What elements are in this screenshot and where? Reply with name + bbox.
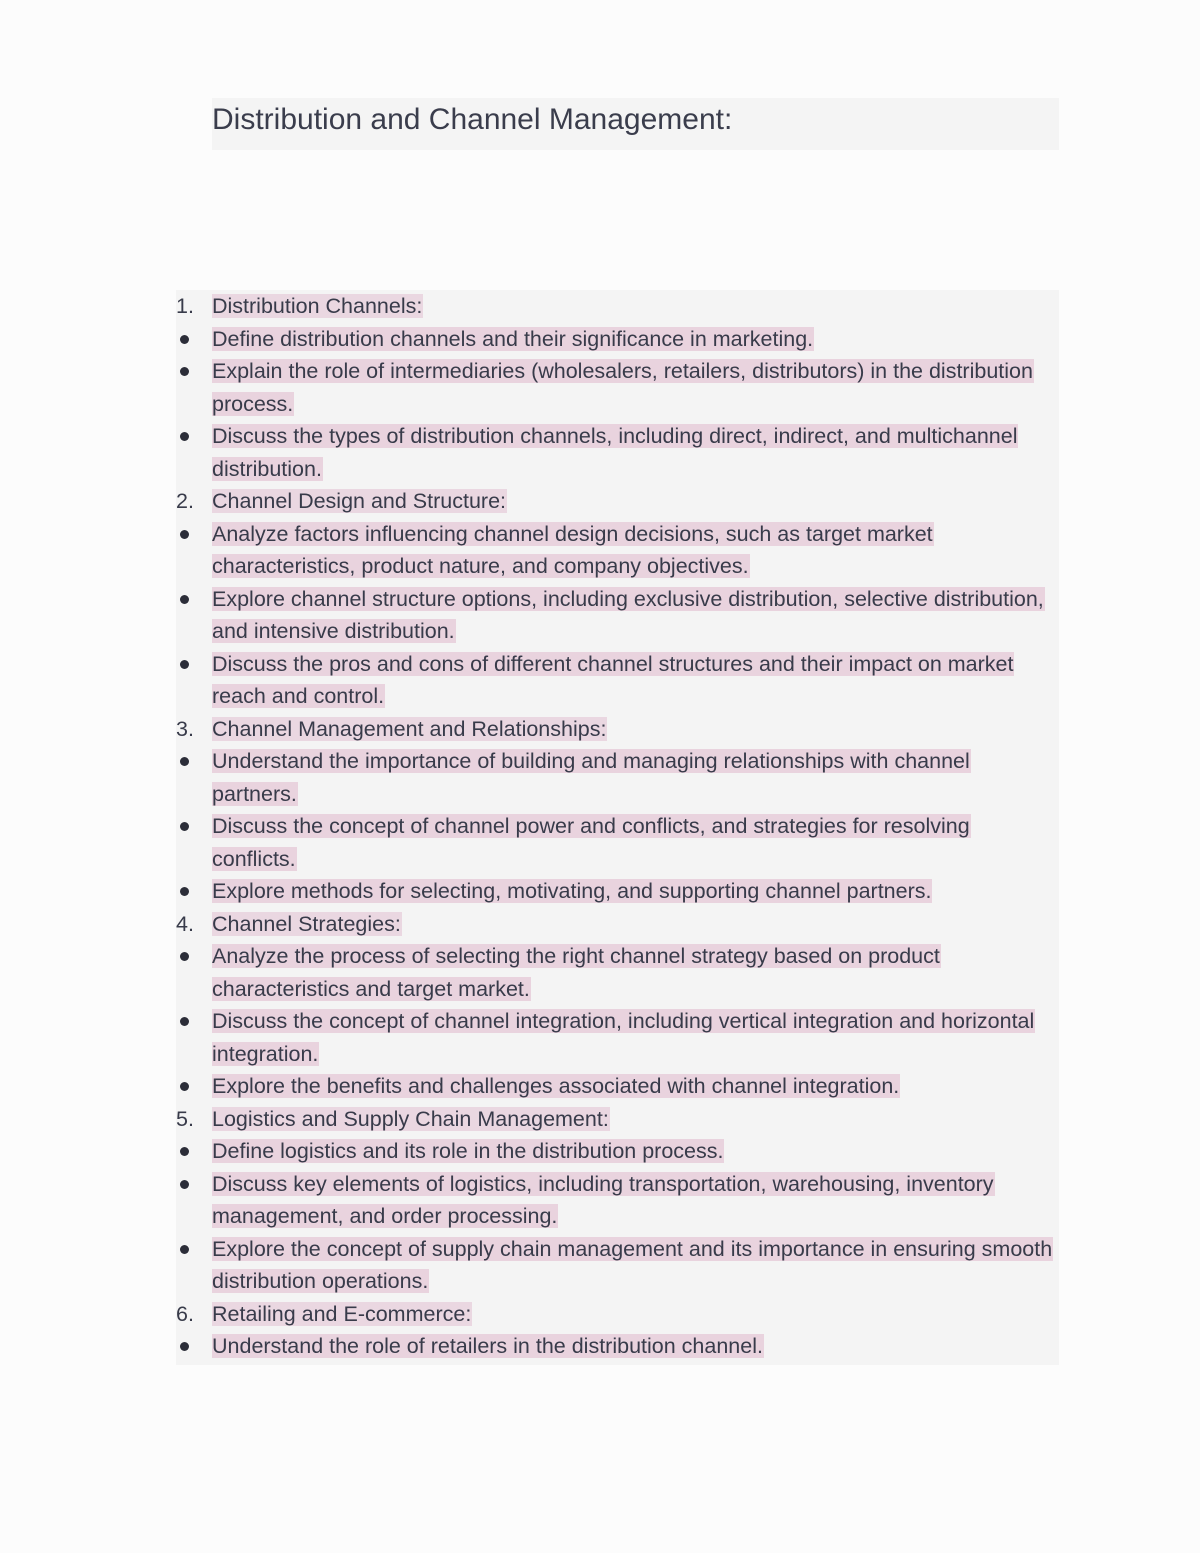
bullet-icon: [180, 1017, 189, 1026]
bullet-text: Analyze the process of selecting the right channel strategy based on product characteristics and target market.: [212, 944, 940, 1001]
bullet-icon: [180, 432, 189, 441]
bullet-text: Explore the benefits and challenges associated with channel integration.: [212, 1074, 900, 1098]
section-heading: [176, 713, 1059, 746]
bullet-text: Explore the concept of supply chain management and its importance in ensuring smooth distribution operations.: [212, 1236, 1053, 1293]
section-heading: [176, 1298, 1059, 1331]
bullet-item: [176, 940, 1059, 1005]
bullet-item: [176, 583, 1059, 648]
bullet-icon: [180, 660, 189, 669]
bullet-item: [176, 1005, 1059, 1070]
bullet-text: Discuss the pros and cons of different channel structures and their impact on market reach and control.: [212, 651, 1014, 708]
section-heading-text: Channel Design and Structure:: [212, 489, 507, 513]
bullet-text: Discuss key elements of logistics, including transportation, warehousing, inventory management, and order processing.: [212, 1171, 994, 1228]
bullet-item: [176, 323, 1059, 356]
section-heading-text: Retailing and E-commerce:: [212, 1301, 472, 1326]
bullet-text: Define distribution channels and their significance in marketing.: [212, 326, 814, 351]
title-block: [212, 98, 1059, 150]
bullet-item: [176, 420, 1059, 485]
section-number: 1.: [176, 294, 194, 318]
bullet-icon: [180, 757, 189, 766]
section-heading: [176, 290, 1059, 323]
bullet-item: [176, 875, 1059, 908]
bullet-text: Analyze factors influencing channel design decisions, such as target market characteristics, product nature, and company objectives.: [212, 521, 933, 578]
bullet-text: Explore channel structure options, including exclusive distribution, selective distribution, and intensive distribution.: [212, 586, 1044, 643]
bullet-icon: [180, 822, 189, 831]
bullet-icon: [180, 1342, 189, 1351]
outline-list: [176, 290, 1059, 1363]
bullet-text: Explore methods for selecting, motivating, and supporting channel partners.: [212, 879, 932, 903]
page-title: Distribution and Channel Management:: [212, 103, 733, 136]
section-heading-text: Logistics and Supply Chain Management:: [212, 1106, 609, 1131]
section-heading: [176, 485, 1059, 518]
bullet-icon: [180, 1180, 189, 1189]
bullet-icon: [180, 887, 189, 896]
bullet-icon: [180, 530, 189, 539]
bullet-icon: [180, 335, 189, 344]
section-heading: [176, 908, 1059, 941]
bullet-item: [176, 1070, 1059, 1103]
bullet-item: [176, 1233, 1059, 1298]
bullet-text: Define logistics and its role in the distribution process.: [212, 1139, 724, 1163]
section-number: 2.: [176, 489, 194, 513]
bullet-icon: [180, 367, 189, 376]
bullet-item: [176, 355, 1059, 420]
bullet-text: Explain the role of intermediaries (wholesalers, retailers, distributors) in the distribution process.: [212, 359, 1033, 416]
bullet-item: [176, 518, 1059, 583]
bullet-text: Discuss the concept of channel integration, including vertical integration and horizontal integration.: [212, 1009, 1035, 1066]
section-number: 6.: [176, 1301, 194, 1326]
bullet-text: Discuss the types of distribution channels, including direct, indirect, and multichannel distribution.: [212, 424, 1018, 481]
bullet-icon: [180, 952, 189, 961]
bullet-item: [176, 1135, 1059, 1168]
bullet-icon: [180, 1245, 189, 1254]
bullet-text: Discuss the concept of channel power and conflicts, and strategies for resolving conflicts.: [212, 814, 970, 871]
bullet-text: Understand the role of retailers in the distribution channel.: [212, 1334, 763, 1358]
section-number: 5.: [176, 1106, 194, 1131]
bullet-icon: [180, 595, 189, 604]
section-heading: [176, 1103, 1059, 1136]
bullet-icon: [180, 1147, 189, 1156]
bullet-item: [176, 810, 1059, 875]
bullet-item: [176, 745, 1059, 810]
bullet-item: [176, 1168, 1059, 1233]
section-number: 4.: [176, 911, 194, 936]
bullet-item: [176, 648, 1059, 713]
section-heading-text: Channel Strategies:: [212, 911, 401, 936]
bullet-icon: [180, 1082, 189, 1091]
outline-block: [176, 290, 1059, 1365]
section-heading-text: Distribution Channels:: [212, 294, 423, 318]
bullet-item: [176, 1330, 1059, 1363]
bullet-text: Understand the importance of building and managing relationships with channel partners.: [212, 749, 970, 806]
section-number: 3.: [176, 716, 194, 741]
section-heading-text: Channel Management and Relationships:: [212, 716, 607, 741]
